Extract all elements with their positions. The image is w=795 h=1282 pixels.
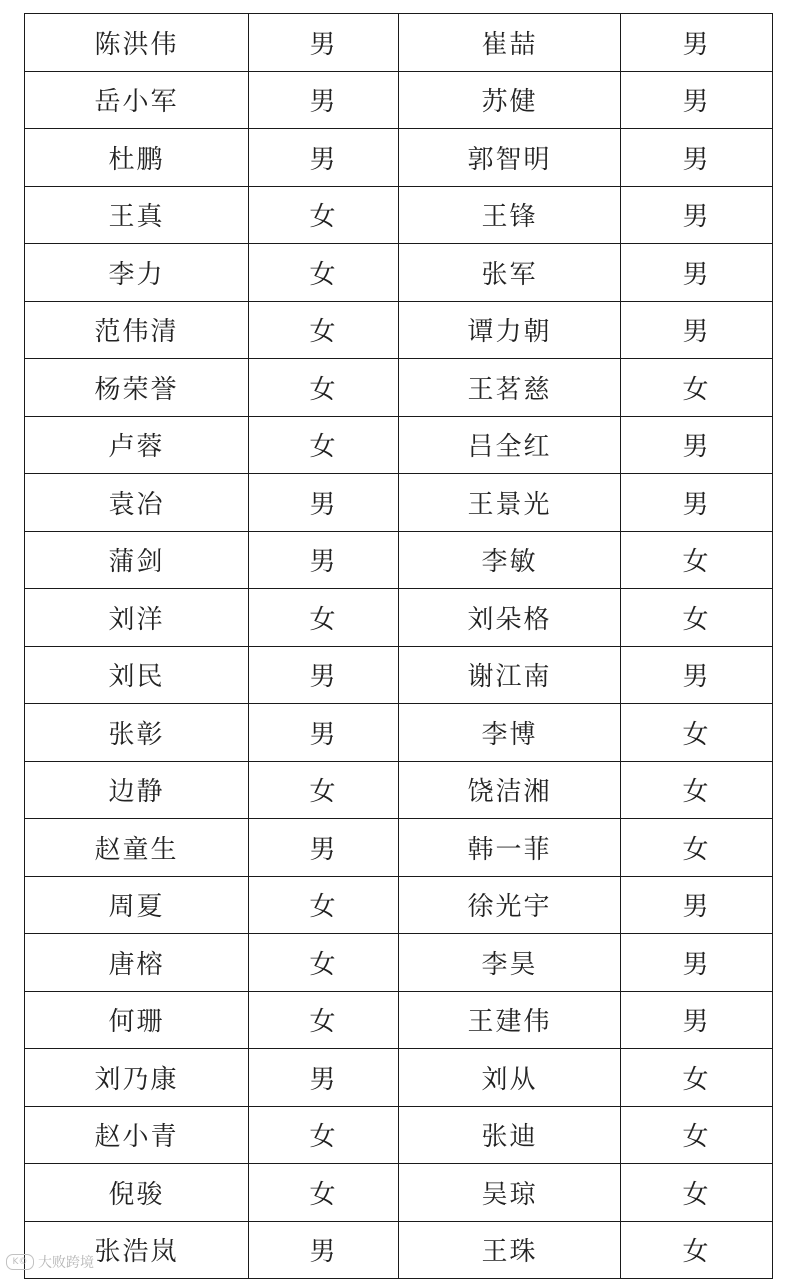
name-cell: 张军 [399,244,621,302]
gender-cell: 男 [249,14,399,72]
table-row [25,71,773,129]
gender-cell: 男 [621,244,773,302]
table-row [25,474,773,532]
name-cell: 张迪 [399,1106,621,1164]
gender-cell: 女 [621,819,773,877]
gender-cell: 女 [621,704,773,762]
name-cell: 苏健 [399,71,621,129]
gender-cell: 男 [621,991,773,1049]
name-cell: 岳小军 [25,71,249,129]
table-row [25,991,773,1049]
gender-cell: 男 [249,129,399,187]
gender-cell: 女 [249,589,399,647]
name-cell: 边静 [25,761,249,819]
watermark-text: 大败跨境 [38,1255,94,1271]
gender-cell: 女 [249,1106,399,1164]
table-row [25,589,773,647]
gender-cell: 男 [249,531,399,589]
gender-cell: 男 [249,71,399,129]
gender-cell: 女 [249,761,399,819]
table-row [25,934,773,992]
name-cell: 吴琼 [399,1164,621,1222]
gender-cell: 女 [249,416,399,474]
gender-cell: 男 [621,14,773,72]
name-cell: 刘朵格 [399,589,621,647]
gender-cell: 女 [621,1049,773,1107]
name-cell: 刘民 [25,646,249,704]
table-row [25,14,773,72]
name-cell: 王景光 [399,474,621,532]
name-cell: 饶洁湘 [399,761,621,819]
name-cell: 卢蓉 [25,416,249,474]
watermark [6,1252,94,1272]
name-cell: 徐光宇 [399,876,621,934]
name-cell: 倪骏 [25,1164,249,1222]
name-cell: 刘从 [399,1049,621,1107]
gender-cell: 女 [621,1164,773,1222]
table-row [25,416,773,474]
gender-cell: 女 [249,301,399,359]
watermark-logo: K© [6,1254,34,1270]
name-cell: 李博 [399,704,621,762]
roster-body [25,14,773,1279]
roster-table [24,13,773,1279]
name-cell: 郭智明 [399,129,621,187]
table-row [25,359,773,417]
gender-cell: 女 [621,1106,773,1164]
name-cell: 王锋 [399,186,621,244]
gender-cell: 男 [621,474,773,532]
gender-cell: 男 [621,416,773,474]
name-cell: 周夏 [25,876,249,934]
gender-cell: 男 [249,704,399,762]
name-cell: 谢江南 [399,646,621,704]
name-cell: 韩一菲 [399,819,621,877]
gender-cell: 女 [249,876,399,934]
gender-cell: 女 [621,589,773,647]
gender-cell: 女 [249,186,399,244]
table-row [25,704,773,762]
table-row [25,1049,773,1107]
gender-cell: 女 [621,1221,773,1279]
table-row [25,129,773,187]
name-cell: 张浩岚 [25,1221,249,1279]
gender-cell: 男 [621,876,773,934]
table-row [25,1106,773,1164]
name-cell: 谭力朝 [399,301,621,359]
gender-cell: 男 [621,71,773,129]
gender-cell: 男 [249,474,399,532]
gender-cell: 女 [249,934,399,992]
name-cell: 王建伟 [399,991,621,1049]
name-cell: 李昊 [399,934,621,992]
name-cell: 赵小青 [25,1106,249,1164]
table-row [25,646,773,704]
table-row [25,1221,773,1279]
name-cell: 李敏 [399,531,621,589]
name-cell: 崔喆 [399,14,621,72]
name-cell: 吕全红 [399,416,621,474]
name-cell: 杨荣誉 [25,359,249,417]
gender-cell: 女 [249,991,399,1049]
gender-cell: 男 [249,646,399,704]
table-row [25,244,773,302]
table-row [25,819,773,877]
gender-cell: 男 [249,1221,399,1279]
name-cell: 杜鹏 [25,129,249,187]
gender-cell: 女 [621,359,773,417]
name-cell: 唐榕 [25,934,249,992]
name-cell: 王真 [25,186,249,244]
gender-cell: 女 [621,531,773,589]
table-row [25,301,773,359]
name-cell: 李力 [25,244,249,302]
gender-cell: 女 [249,359,399,417]
name-cell: 陈洪伟 [25,14,249,72]
name-cell: 何珊 [25,991,249,1049]
gender-cell: 男 [249,819,399,877]
table-row [25,186,773,244]
gender-cell: 女 [249,1164,399,1222]
name-cell: 范伟清 [25,301,249,359]
gender-cell: 女 [621,761,773,819]
table-row [25,761,773,819]
gender-cell: 男 [621,646,773,704]
name-cell: 袁冶 [25,474,249,532]
table-row [25,876,773,934]
name-cell: 刘洋 [25,589,249,647]
gender-cell: 男 [621,301,773,359]
name-cell: 王茗慈 [399,359,621,417]
gender-cell: 男 [249,1049,399,1107]
table-row [25,1164,773,1222]
name-cell: 刘乃康 [25,1049,249,1107]
table-row [25,531,773,589]
gender-cell: 男 [621,934,773,992]
gender-cell: 男 [621,186,773,244]
gender-cell: 男 [621,129,773,187]
name-cell: 赵童生 [25,819,249,877]
name-cell: 张彰 [25,704,249,762]
name-cell: 王珠 [399,1221,621,1279]
gender-cell: 女 [249,244,399,302]
name-cell: 蒲剑 [25,531,249,589]
